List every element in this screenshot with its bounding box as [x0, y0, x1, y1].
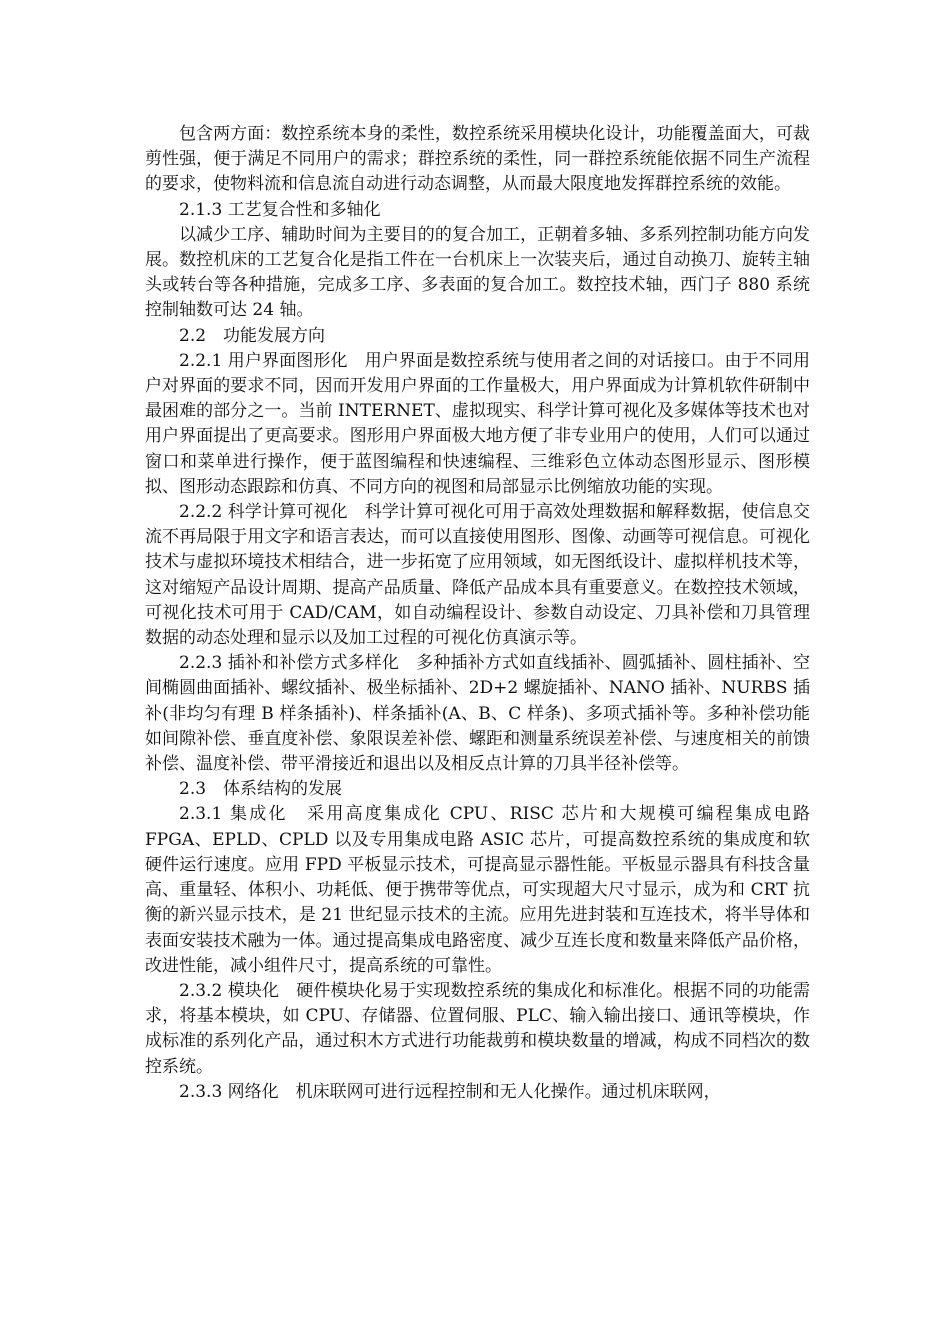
paragraph-flexibility: 包含两方面：数控系统本身的柔性，数控系统采用模块化设计，功能覆盖面大，可裁剪性强，便于满足不同用户的需求；群控系统的柔性，同一群控系统能依据不同生产流程的要求，使物料流和信息流自动进行动态调整，从而最大限度地发挥群控系统的效能。: [145, 124, 810, 195]
heading-2-3: 2.3 体系结构的发展: [179, 779, 343, 800]
paragraph-2-2-3: 2.2.3 插补和补偿方式多样化 多种插补方式如直线插补、圆弧插补、圆柱插补、空间椭圆曲面插补、螺纹插补、极坐标插补、2D+2 螺旋插补、NANO 插补、NURBS 插补(非均匀有理 B 样条插补)、样条插补(A、B、C 样条)、多项式插补等。多种补偿功能如间隙补偿、垂直度补偿、象限误差补偿、螺距和测量系统误差补偿、与速度相关的前馈补偿、温度补偿、带平滑接近和退出以及相反点计算的刀具半径补偿等。: [145, 653, 810, 775]
paragraph-2-2-1: 2.2.1 用户界面图形化 用户界面是数控系统与使用者之间的对话接口。由于不同用户对界面的要求不同，因而开发用户界面的工作量极大，用户界面成为计算机软件研制中最困难的部分之一。当前 INTERNET、虚拟现实、科学计算可视化及多媒体等技术也对用户界面提出了更高要求。图形用户界面极大地方便了非专业用户的使用，人们可以通过窗口和菜单进行操作，便于蓝图编程和快速编程、三维彩色立体动态图形显示、图形模拟、图形动态跟踪和仿真、不同方向的视图和局部显示比例缩放功能的实现。: [145, 350, 810, 497]
heading-2-1-3: 2.1.3 工艺复合性和多轴化: [179, 199, 381, 220]
heading-2-2: 2.2 功能发展方向: [179, 325, 326, 346]
paragraph-multi-axis: 以减少工序、辅助时间为主要目的的复合加工，正朝着多轴、多系列控制功能方向发展。数控机床的工艺复合化是指工件在一台机床上一次装夹后，通过自动换刀、旋转主轴头或转台等各种措施，完成多工序、多表面的复合加工。数控技术轴，西门子 880 系统控制轴数可达 24 轴。: [145, 224, 810, 321]
paragraph-2-3-3: 2.3.3 网络化 机床联网可进行远程控制和无人化操作。通过机床联网，: [179, 1081, 721, 1102]
paragraph-2-3-2: 2.3.2 模块化 硬件模块化易于实现数控系统的集成化和标准化。根据不同的功能需求，将基本模块，如 CPU、存储器、位置伺服、PLC、输入输出接口、通讯等模块，作成标准的系列化产品，通过积木方式进行功能裁剪和模块数量的增减，构成不同档次的数控系统。: [145, 980, 810, 1077]
document-page: [145, 122, 810, 1105]
paragraph-2-2-2: 2.2.2 科学计算可视化 科学计算可视化可用于高效处理数据和解释数据，使信息交流不再局限于用文字和语言表达，而可以直接使用图形、图像、动画等可视信息。可视化技术与虚拟环境技术相结合，进一步拓宽了应用领域，如无图纸设计、虚拟样机技术等，这对缩短产品设计周期、提高产品质量、降低产品成本具有重要意义。在数控技术领域，可视化技术可用于 CAD/CAM，如自动编程设计、参数自动设定、刀具补偿和刀具管理数据的动态处理和显示以及加工过程的可视化仿真演示等。: [145, 502, 810, 649]
paragraph-2-3-1: 2.3.1 集成化 采用高度集成化 CPU、RISC 芯片和大规模可编程集成电路 FPGA、EPLD、CPLD 以及专用集成电路 ASIC 芯片，可提高数控系统的集成度和软硬件运行速度。应用 FPD 平板显示技术，可提高显示器性能。平板显示器具有科技含量高、重量轻、体积小、功耗低、便于携带等优点，可实现超大尺寸显示，成为和 CRT 抗衡的新兴显示技术，是 21 世纪显示技术的主流。应用先进封装和互连技术，将半导体和表面安装技术融为一体。通过提高集成电路密度、减少互连长度和数量来降低产品价格，改进性能，减小组件尺寸，提高系统的可靠性。: [145, 804, 810, 976]
